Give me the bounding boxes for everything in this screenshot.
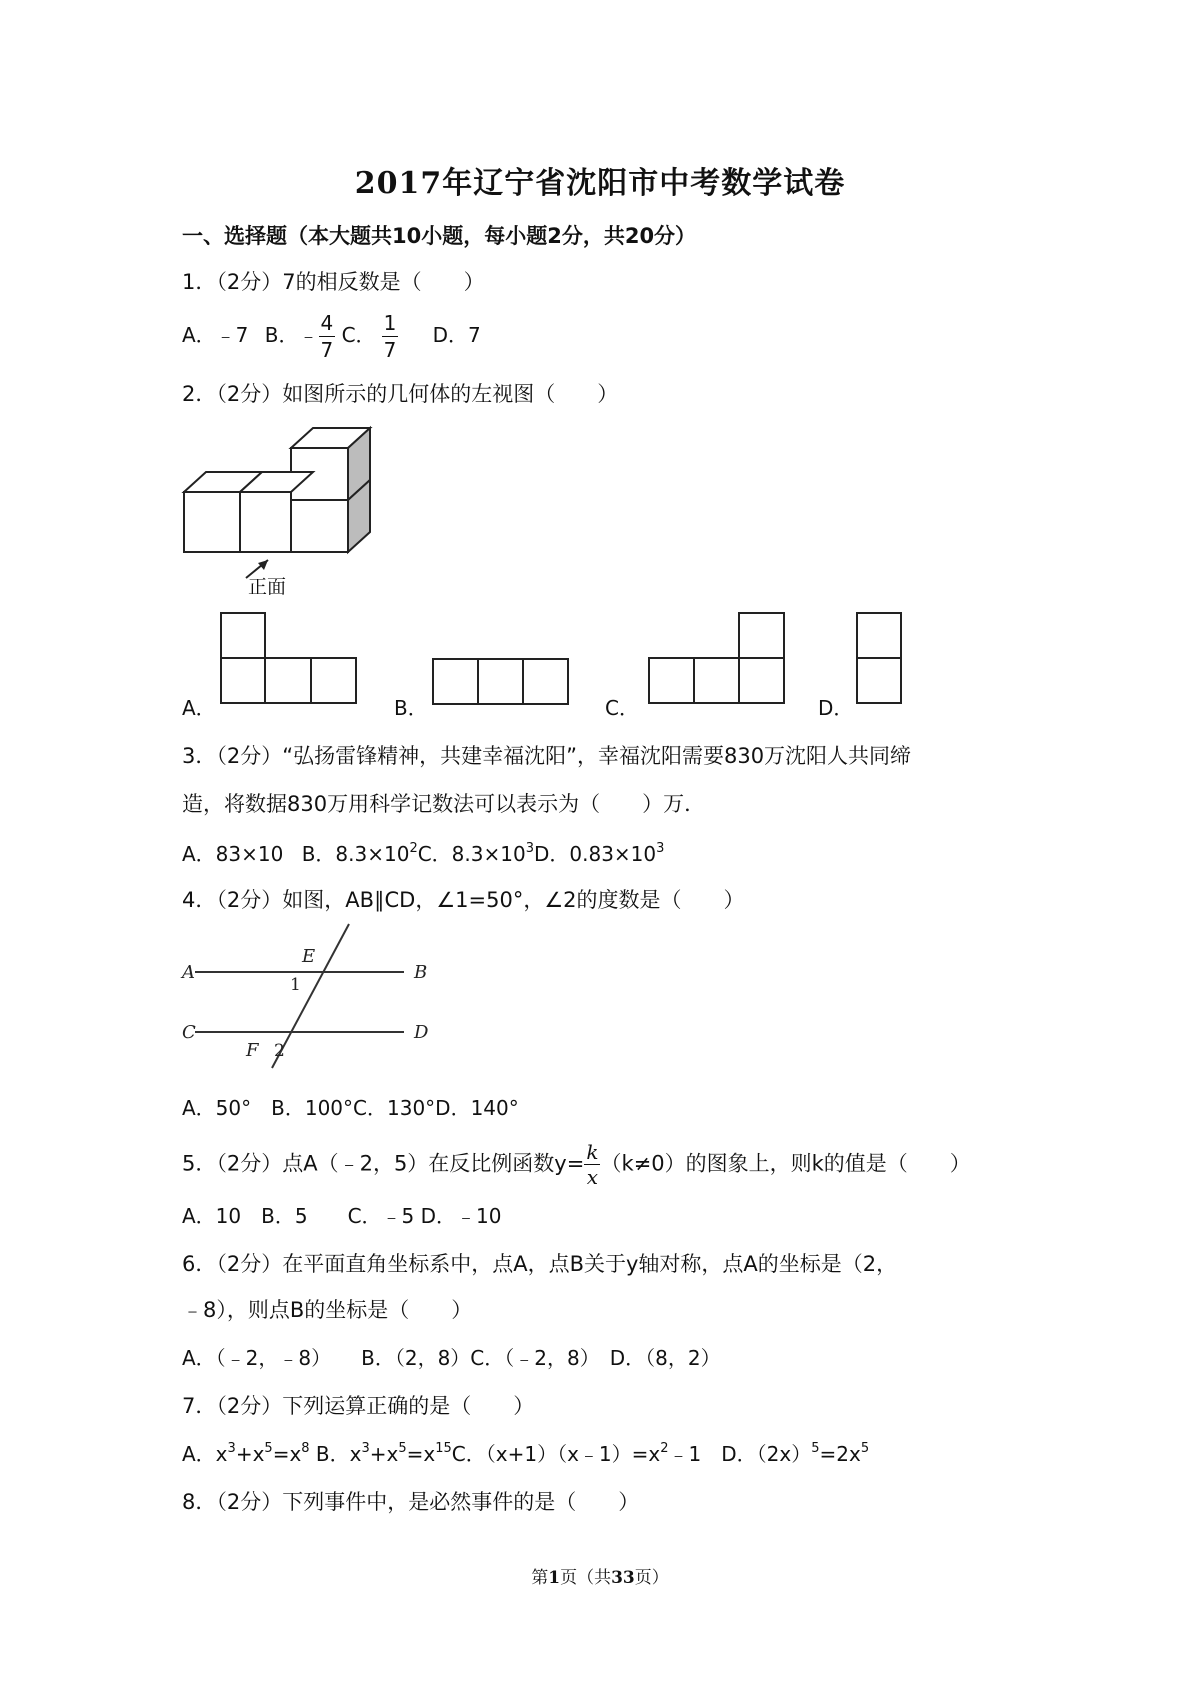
solid-figure — [180, 420, 380, 598]
current-page-number: 1 — [548, 1568, 561, 1588]
option-b-part: +x — [369, 1442, 399, 1466]
option-d: D．0.83×10 — [533, 842, 657, 866]
fraction-4-7 — [319, 310, 336, 363]
option-c: C．8.3×10 — [417, 842, 526, 866]
q2-option-c-label: C． — [605, 696, 639, 720]
option-c-figure — [648, 612, 788, 707]
exponent: 5 — [811, 1441, 820, 1456]
option-a-part: =x — [272, 1442, 302, 1466]
arrow-head-icon — [258, 560, 268, 570]
option-a-figure — [220, 612, 360, 707]
q5-stem-pre: 5．（2分）点A（﹣2，5）在反比例函数y= — [182, 1151, 585, 1176]
question-4-stem: 4．（2分）如图，AB∥CD，∠1=50°，∠2的度数是（ ） — [182, 888, 745, 912]
question-3-line-2: 造，将数据830万用科学记数法可以表示为（ ）万． — [182, 792, 706, 816]
exponent: 5 — [264, 1441, 273, 1456]
option-d: D．7 — [432, 323, 481, 347]
section-heading: 一、选择题（本大题共10小题，每小题2分，共20分） — [182, 224, 697, 248]
option-a-part: +x — [235, 1442, 265, 1466]
page-footer — [0, 1563, 1200, 1588]
option-a: A．83×10 — [182, 842, 284, 866]
question-4-options: A．50° B．100°C．130°D．140° — [182, 1096, 519, 1120]
option-a-part: A．x — [182, 1442, 228, 1466]
question-7-options — [182, 1438, 869, 1467]
option-b-part: =x — [406, 1442, 436, 1466]
question-3-options — [182, 838, 664, 867]
fraction-1-7 — [382, 310, 399, 363]
option-b-prefix: B．﹣ — [264, 323, 319, 347]
point-a-label: A — [182, 962, 195, 983]
q2-option-b-label: B． — [394, 696, 428, 720]
parallel-lines-figure — [180, 920, 440, 1070]
point-f-label: F — [246, 1040, 259, 1061]
front-label: 正面 — [248, 576, 287, 598]
exponent: 3 — [227, 1441, 236, 1456]
point-c-label: C — [182, 1022, 196, 1043]
fraction-denominator: 7 — [383, 338, 397, 362]
q2-option-d-label: D． — [818, 696, 854, 720]
exponent: 5 — [860, 1441, 870, 1456]
point-e-label: E — [302, 946, 316, 967]
question-2-stem: 2．（2分）如图所示的几何体的左视图（ ） — [182, 382, 619, 406]
question-3-line-1: 3．（2分）“弘扬雷锋精神，共建幸福沈阳”，幸福沈阳需要830万沈阳人共同缔 — [182, 744, 912, 768]
footer-pre: 第 — [531, 1568, 549, 1588]
fraction-numerator: k — [586, 1140, 599, 1164]
fraction-numerator: 4 — [320, 311, 334, 335]
option-a: A．﹣7 — [182, 323, 249, 347]
question-8-stem: 8．（2分）下列事件中，是必然事件的是（ ） — [182, 1490, 640, 1514]
exponent: 2 — [660, 1441, 669, 1456]
footer-post: 页） — [634, 1568, 669, 1588]
fraction-numerator: 1 — [383, 311, 397, 335]
option-c-part: ﹣1 — [668, 1442, 702, 1466]
footer-mid: 页（共 — [560, 1568, 612, 1588]
question-5-options: A．10 B．5 C．﹣5 D．﹣10 — [182, 1204, 502, 1228]
option-d-part: D．（2x） — [701, 1442, 812, 1466]
exponent: 3 — [656, 841, 665, 856]
exponent: 15 — [435, 1441, 452, 1456]
option-d-part: =2x — [819, 1442, 861, 1466]
point-d-label: D — [414, 1022, 429, 1043]
page-title: 2017年辽宁省沈阳市中考数学试卷 — [354, 166, 846, 201]
q5-stem-post: （k≠0）的图象上，则k的值是（ ） — [600, 1151, 971, 1176]
option-c-part: C．（x+1）（x﹣1）=x — [451, 1442, 661, 1466]
fraction-denominator: 7 — [320, 338, 334, 362]
question-5-stem — [182, 1140, 971, 1189]
exponent: 3 — [361, 1441, 370, 1456]
exponent: 8 — [301, 1441, 310, 1456]
q2-option-a-label: A． — [182, 696, 216, 720]
question-6-line-1: 6．（2分）在平面直角坐标系中，点A，点B关于y轴对称，点A的坐标是（2， — [182, 1252, 898, 1276]
exponent: 5 — [398, 1441, 407, 1456]
question-6-options: A．（﹣2，﹣8） B．（2，8）C．（﹣2，8） D．（8，2） — [182, 1346, 721, 1370]
option-d-figure — [856, 612, 906, 707]
angle-1-label: 1 — [290, 975, 301, 995]
question-1-stem: 1．（2分）7的相反数是（ ） — [182, 270, 485, 294]
point-b-label: B — [414, 962, 428, 983]
exponent: 2 — [409, 841, 418, 856]
question-1-options — [182, 310, 481, 363]
question-7-stem: 7．（2分）下列运算正确的是（ ） — [182, 1394, 535, 1418]
option-b: B．8.3×10 — [301, 842, 410, 866]
total-page-count: 33 — [611, 1568, 635, 1588]
fraction-denominator: x — [586, 1165, 599, 1189]
option-b-part: B．x — [309, 1442, 362, 1466]
question-6-line-2: ﹣8），则点B的坐标是（ ） — [182, 1298, 473, 1322]
exponent: 3 — [525, 841, 534, 856]
fraction-k-over-x — [584, 1140, 600, 1189]
angle-2-label: 2 — [274, 1041, 285, 1061]
option-c-prefix: C． — [341, 323, 376, 347]
option-b-figure — [432, 658, 572, 708]
